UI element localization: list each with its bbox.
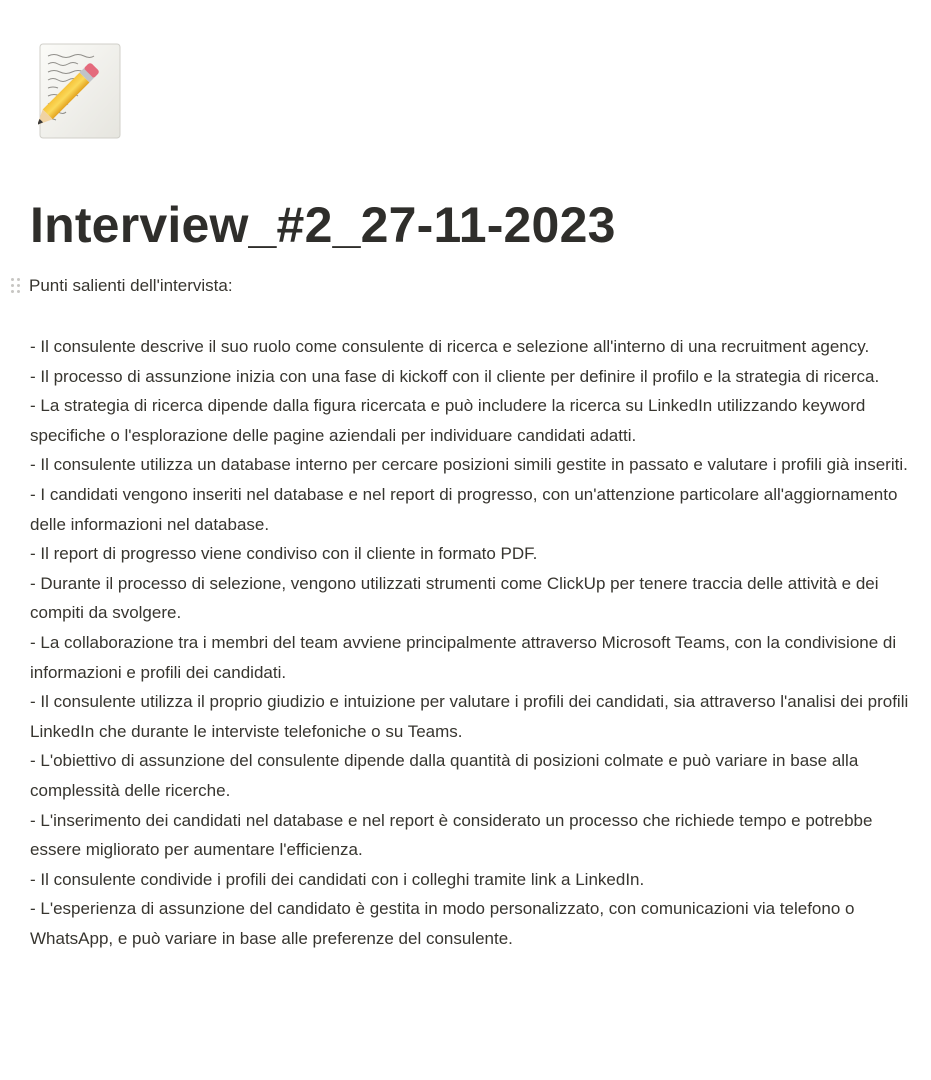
list-item[interactable]: - Il processo di assunzione inizia con una fase di kickoff con il cliente per definire il profilo e la strategia di ricerca. (30, 366, 880, 386)
list-item[interactable]: - Il consulente utilizza il proprio giudizio e intuizione per valutare i profili dei candidati, sia attraverso l'analisi dei profili LinkedIn che durante le interviste telefoniche o su Teams. (30, 692, 909, 741)
list-item[interactable]: - Il report di progresso viene condiviso con il cliente in formato PDF. (30, 544, 538, 564)
list-item[interactable]: - La collaborazione tra i membri del team avviene principalmente attraverso Microsoft Teams, con la condivisione di informazioni e profili dei candidati. (30, 632, 897, 682)
intro-text[interactable]: Punti salienti dell'intervista: (29, 276, 233, 295)
list-item[interactable]: - L'obiettivo di assunzione del consulente dipende dalla quantità di posizioni colmate e può variare in base alla complessità delle ricerche. (30, 751, 859, 800)
list-item[interactable]: - Durante il processo di selezione, vengono utilizzati strumenti come ClickUp per tenere traccia delle attività e dei compiti da svolgere. (30, 573, 879, 623)
list-item[interactable]: - Il consulente condivide i profili dei candidati con i colleghi tramite link a LinkedIn. (30, 869, 645, 889)
page-title[interactable]: Interview_#2_27-11-2023 (30, 197, 616, 253)
memo-pencil-icon (38, 42, 122, 140)
list-item[interactable]: - I candidati vengono inseriti nel database e nel report di progresso, con un'attenzione particolare all'aggiornamento delle informazioni nel database. (30, 484, 898, 534)
list-item[interactable]: - L'inserimento dei candidati nel database e nel report è considerato un processo che richiede tempo e potrebbe essere migliorato per aumentare l'efficienza. (30, 810, 873, 860)
list-item[interactable]: - L'esperienza di assunzione del candidato è gestita in modo personalizzato, con comunicazioni via telefono o WhatsApp, e può variare in base alle preferenze del consulente. (30, 899, 855, 948)
list-item[interactable]: - Il consulente utilizza un database interno per cercare posizioni simili gestite in passato e valutare i profili già inseriti. (30, 455, 908, 475)
page-icon-memo-pencil[interactable] (38, 42, 122, 140)
list-item[interactable]: - La strategia di ricerca dipende dalla figura ricercata e può includere la ricerca su LinkedIn utilizzando keyword specifiche o l'esplorazione delle pagine aziendali per individuare candidati adatti. (30, 396, 866, 445)
drag-handle-icon[interactable] (8, 276, 22, 298)
text-block (8, 275, 233, 298)
bullet-list (30, 332, 925, 953)
list-item[interactable]: - Il consulente descrive il suo ruolo come consulente di ricerca e selezione all'interno di una recruitment agency. (30, 337, 870, 356)
